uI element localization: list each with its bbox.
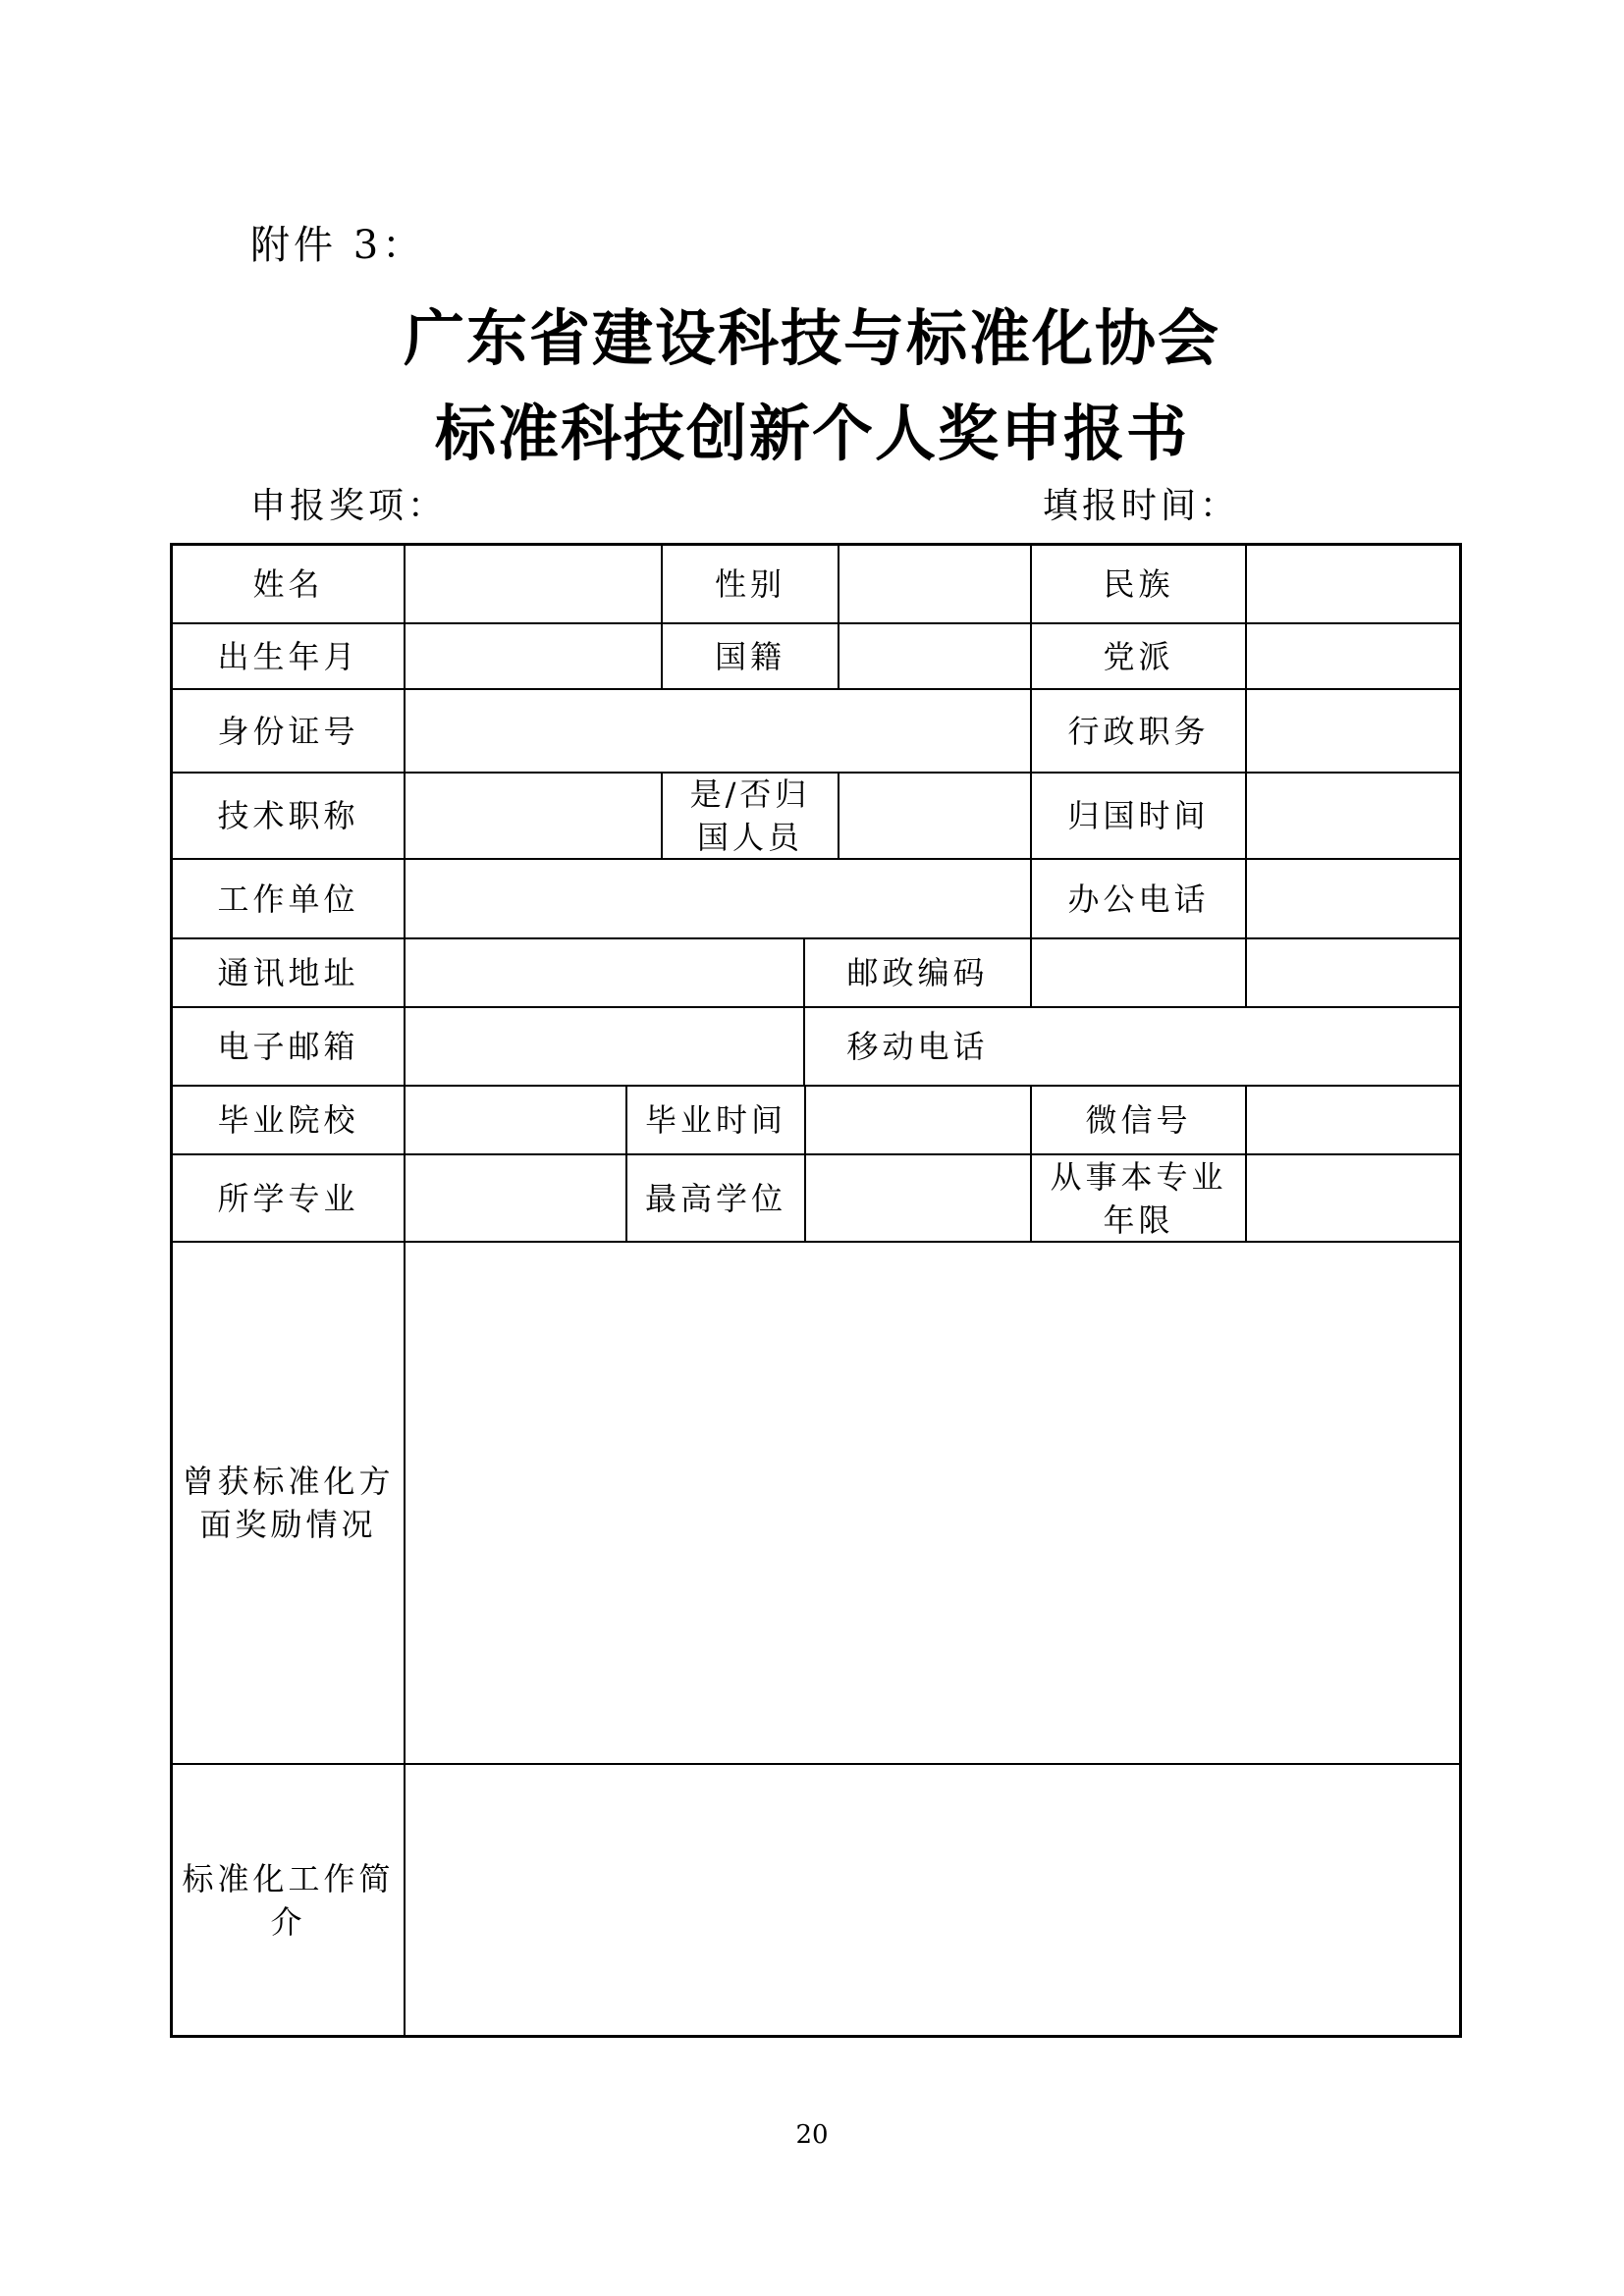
label-school: 毕业院校 — [217, 1101, 359, 1139]
label-postcode: 邮政编码 — [846, 954, 989, 991]
label-name: 姓名 — [252, 565, 324, 603]
gender-field[interactable] — [839, 546, 1030, 622]
table-border-right — [1459, 543, 1462, 2038]
label-birth: 出生年月 — [217, 637, 359, 675]
page-number: 20 — [795, 2120, 829, 2150]
annex-label: 附件 3： — [250, 223, 426, 268]
label-work-intro: 标准化工作简 介 — [182, 1859, 395, 1941]
label-returnee: 是/否归 国人员 — [689, 775, 811, 856]
work-unit-field[interactable] — [406, 860, 1030, 937]
form-title-line2: 标准科技创新个人奖申报书 — [434, 398, 1189, 469]
label-gender: 性别 — [714, 565, 785, 603]
label-return-time: 归国时间 — [1067, 797, 1210, 834]
label-email: 电子邮箱 — [217, 1028, 359, 1065]
label-grad-time: 毕业时间 — [644, 1101, 786, 1139]
award-item-label: 申报奖项： — [250, 486, 448, 526]
id-number-field[interactable] — [406, 690, 1030, 772]
label-address: 通讯地址 — [217, 954, 359, 991]
label-major: 所学专业 — [217, 1179, 359, 1217]
returnee-field[interactable] — [839, 774, 1030, 858]
table-border-bottom — [170, 2035, 1462, 2038]
wechat-field[interactable] — [1247, 1087, 1459, 1153]
label-ethnicity: 民族 — [1103, 565, 1174, 603]
grad-time-field[interactable] — [806, 1087, 1030, 1153]
name-field[interactable] — [406, 546, 661, 622]
birth-field[interactable] — [406, 624, 661, 688]
mobile-field[interactable] — [1032, 1008, 1459, 1085]
party-field[interactable] — [1247, 624, 1459, 688]
label-office-phone: 办公电话 — [1067, 880, 1210, 918]
label-work-unit: 工作单位 — [217, 880, 359, 918]
label-awards: 曾获标准化方 面奖励情况 — [182, 1463, 395, 1543]
ethnicity-field[interactable] — [1247, 546, 1459, 622]
label-wechat: 微信号 — [1085, 1101, 1192, 1139]
label-years: 从事本专业 年限 — [1050, 1157, 1227, 1239]
label-nationality: 国籍 — [714, 637, 785, 675]
label-degree: 最高学位 — [644, 1179, 786, 1217]
nationality-field[interactable] — [839, 624, 1030, 688]
tech-title-field[interactable] — [406, 774, 661, 858]
years-field[interactable] — [1247, 1155, 1459, 1241]
label-tech-title: 技术职称 — [217, 797, 359, 834]
work-intro-field[interactable] — [406, 1765, 1459, 2035]
postcode-field[interactable] — [1032, 939, 1459, 1006]
address-field[interactable] — [406, 939, 803, 1006]
label-admin-post: 行政职务 — [1067, 712, 1210, 750]
school-field[interactable] — [406, 1087, 625, 1153]
label-party: 党派 — [1103, 637, 1174, 675]
label-mobile: 移动电话 — [846, 1028, 989, 1065]
label-id-number: 身份证号 — [217, 712, 359, 750]
form-title-line1: 广东省建设科技与标准化协会 — [403, 302, 1220, 374]
admin-post-field[interactable] — [1247, 690, 1459, 772]
degree-field[interactable] — [806, 1155, 1030, 1241]
office-phone-field[interactable] — [1247, 860, 1459, 937]
major-field[interactable] — [406, 1155, 625, 1241]
return-time-field[interactable] — [1247, 774, 1459, 858]
email-field[interactable] — [406, 1008, 803, 1085]
awards-field[interactable] — [406, 1243, 1459, 1763]
fill-date-label: 填报时间： — [1043, 486, 1240, 526]
